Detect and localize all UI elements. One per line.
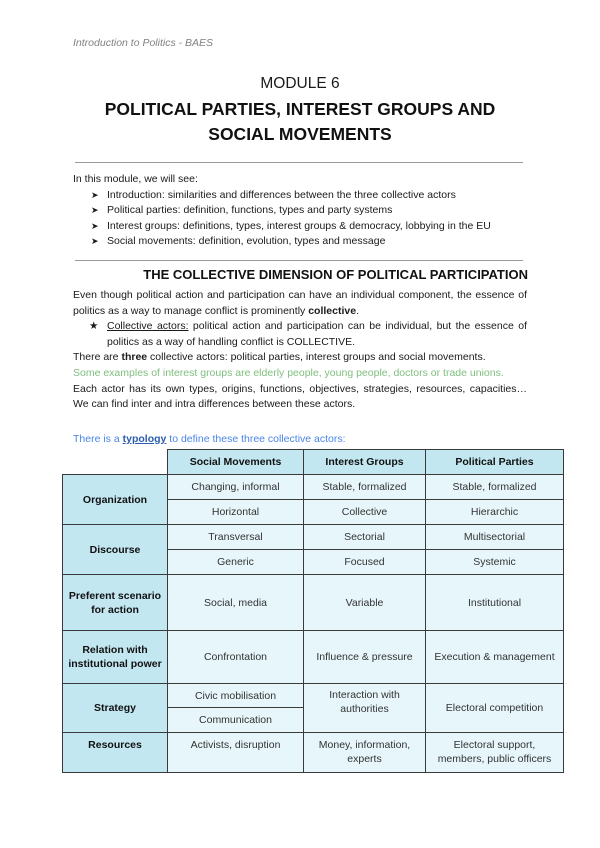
corner-cell bbox=[63, 450, 168, 475]
table-row bbox=[63, 475, 564, 500]
row-header-strategy: Strategy bbox=[63, 684, 168, 733]
arrowhead-bullet-icon: ➤ bbox=[91, 220, 99, 231]
typology-link[interactable]: typology bbox=[122, 433, 167, 445]
paragraph-2: There are three collective actors: political parties, interest groups and social movements. bbox=[73, 351, 486, 364]
typology-intro: There is a typology to define these three collective actors: bbox=[73, 433, 346, 445]
module-number: MODULE 6 bbox=[260, 75, 340, 92]
table-cell: Changing, informal bbox=[168, 475, 304, 500]
table-cell: Electoral competition bbox=[426, 684, 564, 733]
title-line-1: POLITICAL PARTIES, INTEREST GROUPS AND bbox=[104, 99, 496, 119]
divider-top bbox=[75, 162, 523, 163]
title-line-2: SOCIAL MOVEMENTS bbox=[208, 124, 392, 144]
table-cell: Activists, disruption bbox=[168, 733, 304, 773]
green-note: Some examples of interest groups are elderly people, young people, doctors or trade unions. bbox=[73, 366, 504, 379]
table-cell: Social, media bbox=[168, 575, 304, 631]
outline-item: ➤ Political parties: definition, functions, types and party systems bbox=[91, 203, 533, 219]
table-cell: Institutional bbox=[426, 575, 564, 631]
table-cell: Electoral support, members, public officers bbox=[426, 733, 564, 773]
row-header-discourse: Discourse bbox=[63, 525, 168, 575]
outline-lead: In this module, we will see: bbox=[73, 173, 198, 185]
collective-actors-label: Collective actors: bbox=[107, 320, 189, 333]
outline-list bbox=[73, 188, 533, 250]
row-header-resources: Resources bbox=[63, 733, 168, 773]
table-cell: Sectorial bbox=[304, 525, 426, 550]
emphasis-three: three bbox=[121, 351, 148, 364]
table-row bbox=[63, 733, 564, 773]
arrowhead-bullet-icon: ➤ bbox=[91, 205, 99, 215]
star-bullet-item: ★ Collective actors: political action and participation can be individual, but the essence of politics as a way of handling conflict is COLLECTIVE. bbox=[89, 320, 527, 348]
paragraph-1: Even though political action and participation can have an individual component, the essence of politics as a way to manage conflict is prominently collective. bbox=[73, 289, 527, 317]
table-cell: Horizontal bbox=[168, 500, 304, 525]
table-row bbox=[63, 575, 564, 631]
table-cell: Influence & pressure bbox=[304, 631, 426, 684]
table-cell: Interaction with authorities bbox=[304, 684, 426, 733]
table-cell: Variable bbox=[304, 575, 426, 631]
table-row bbox=[63, 525, 564, 550]
table-cell: Systemic bbox=[426, 550, 564, 575]
section-body bbox=[73, 288, 527, 413]
arrowhead-bullet-icon: ➤ bbox=[91, 236, 99, 246]
module-outline bbox=[73, 172, 533, 250]
page-title bbox=[0, 97, 600, 147]
running-header: Introduction to Politics - BAES bbox=[73, 37, 214, 49]
outline-item: ➤ Introduction: similarities and differences between the three collective actors bbox=[91, 188, 533, 204]
divider-bottom bbox=[75, 260, 523, 261]
table-cell: Communication bbox=[168, 708, 304, 733]
row-header-organization: Organization bbox=[63, 475, 168, 525]
table-cell: Hierarchic bbox=[426, 500, 564, 525]
table-cell: Multisectorial bbox=[426, 525, 564, 550]
table-row bbox=[63, 684, 564, 708]
table-cell: Confrontation bbox=[168, 631, 304, 684]
table-cell: Transversal bbox=[168, 525, 304, 550]
typology-table bbox=[62, 449, 564, 773]
row-header-preferent-scenario: Preferent scenario for action bbox=[63, 575, 168, 631]
outline-item: ➤ Interest groups: definitions, types, interest groups & democracy, lobbying in the EU bbox=[91, 219, 533, 235]
column-header-political-parties: Political Parties bbox=[426, 450, 564, 475]
table-cell: Civic mobilisation bbox=[168, 684, 304, 708]
table-row bbox=[63, 631, 564, 684]
arrowhead-bullet-icon: ➤ bbox=[91, 189, 99, 200]
table-cell: Money, information, experts bbox=[304, 733, 426, 773]
table-header-row bbox=[63, 450, 564, 475]
column-header-interest-groups: Interest Groups bbox=[304, 450, 426, 475]
outline-item: ➤ Social movements: definition, evolution, types and message bbox=[91, 234, 533, 250]
table-cell: Focused bbox=[304, 550, 426, 575]
table-cell: Collective bbox=[304, 500, 426, 525]
section-heading: THE COLLECTIVE DIMENSION OF POLITICAL PARTICIPATION bbox=[143, 267, 528, 282]
row-header-relation-power: Relation with institutional power bbox=[63, 631, 168, 684]
table-cell: Stable, formalized bbox=[426, 475, 564, 500]
table-cell: Execution & management bbox=[426, 631, 564, 684]
paragraph-3: Each actor has its own types, origins, functions, objectives, strategies, resources, capacities… We can find inter and intra differences between these actors. bbox=[73, 382, 527, 411]
emphasis-collective: collective bbox=[308, 304, 357, 317]
column-header-social-movements: Social Movements bbox=[168, 450, 304, 475]
table-cell: Stable, formalized bbox=[304, 475, 426, 500]
star-icon: ★ bbox=[89, 320, 99, 333]
table-cell: Generic bbox=[168, 550, 304, 575]
